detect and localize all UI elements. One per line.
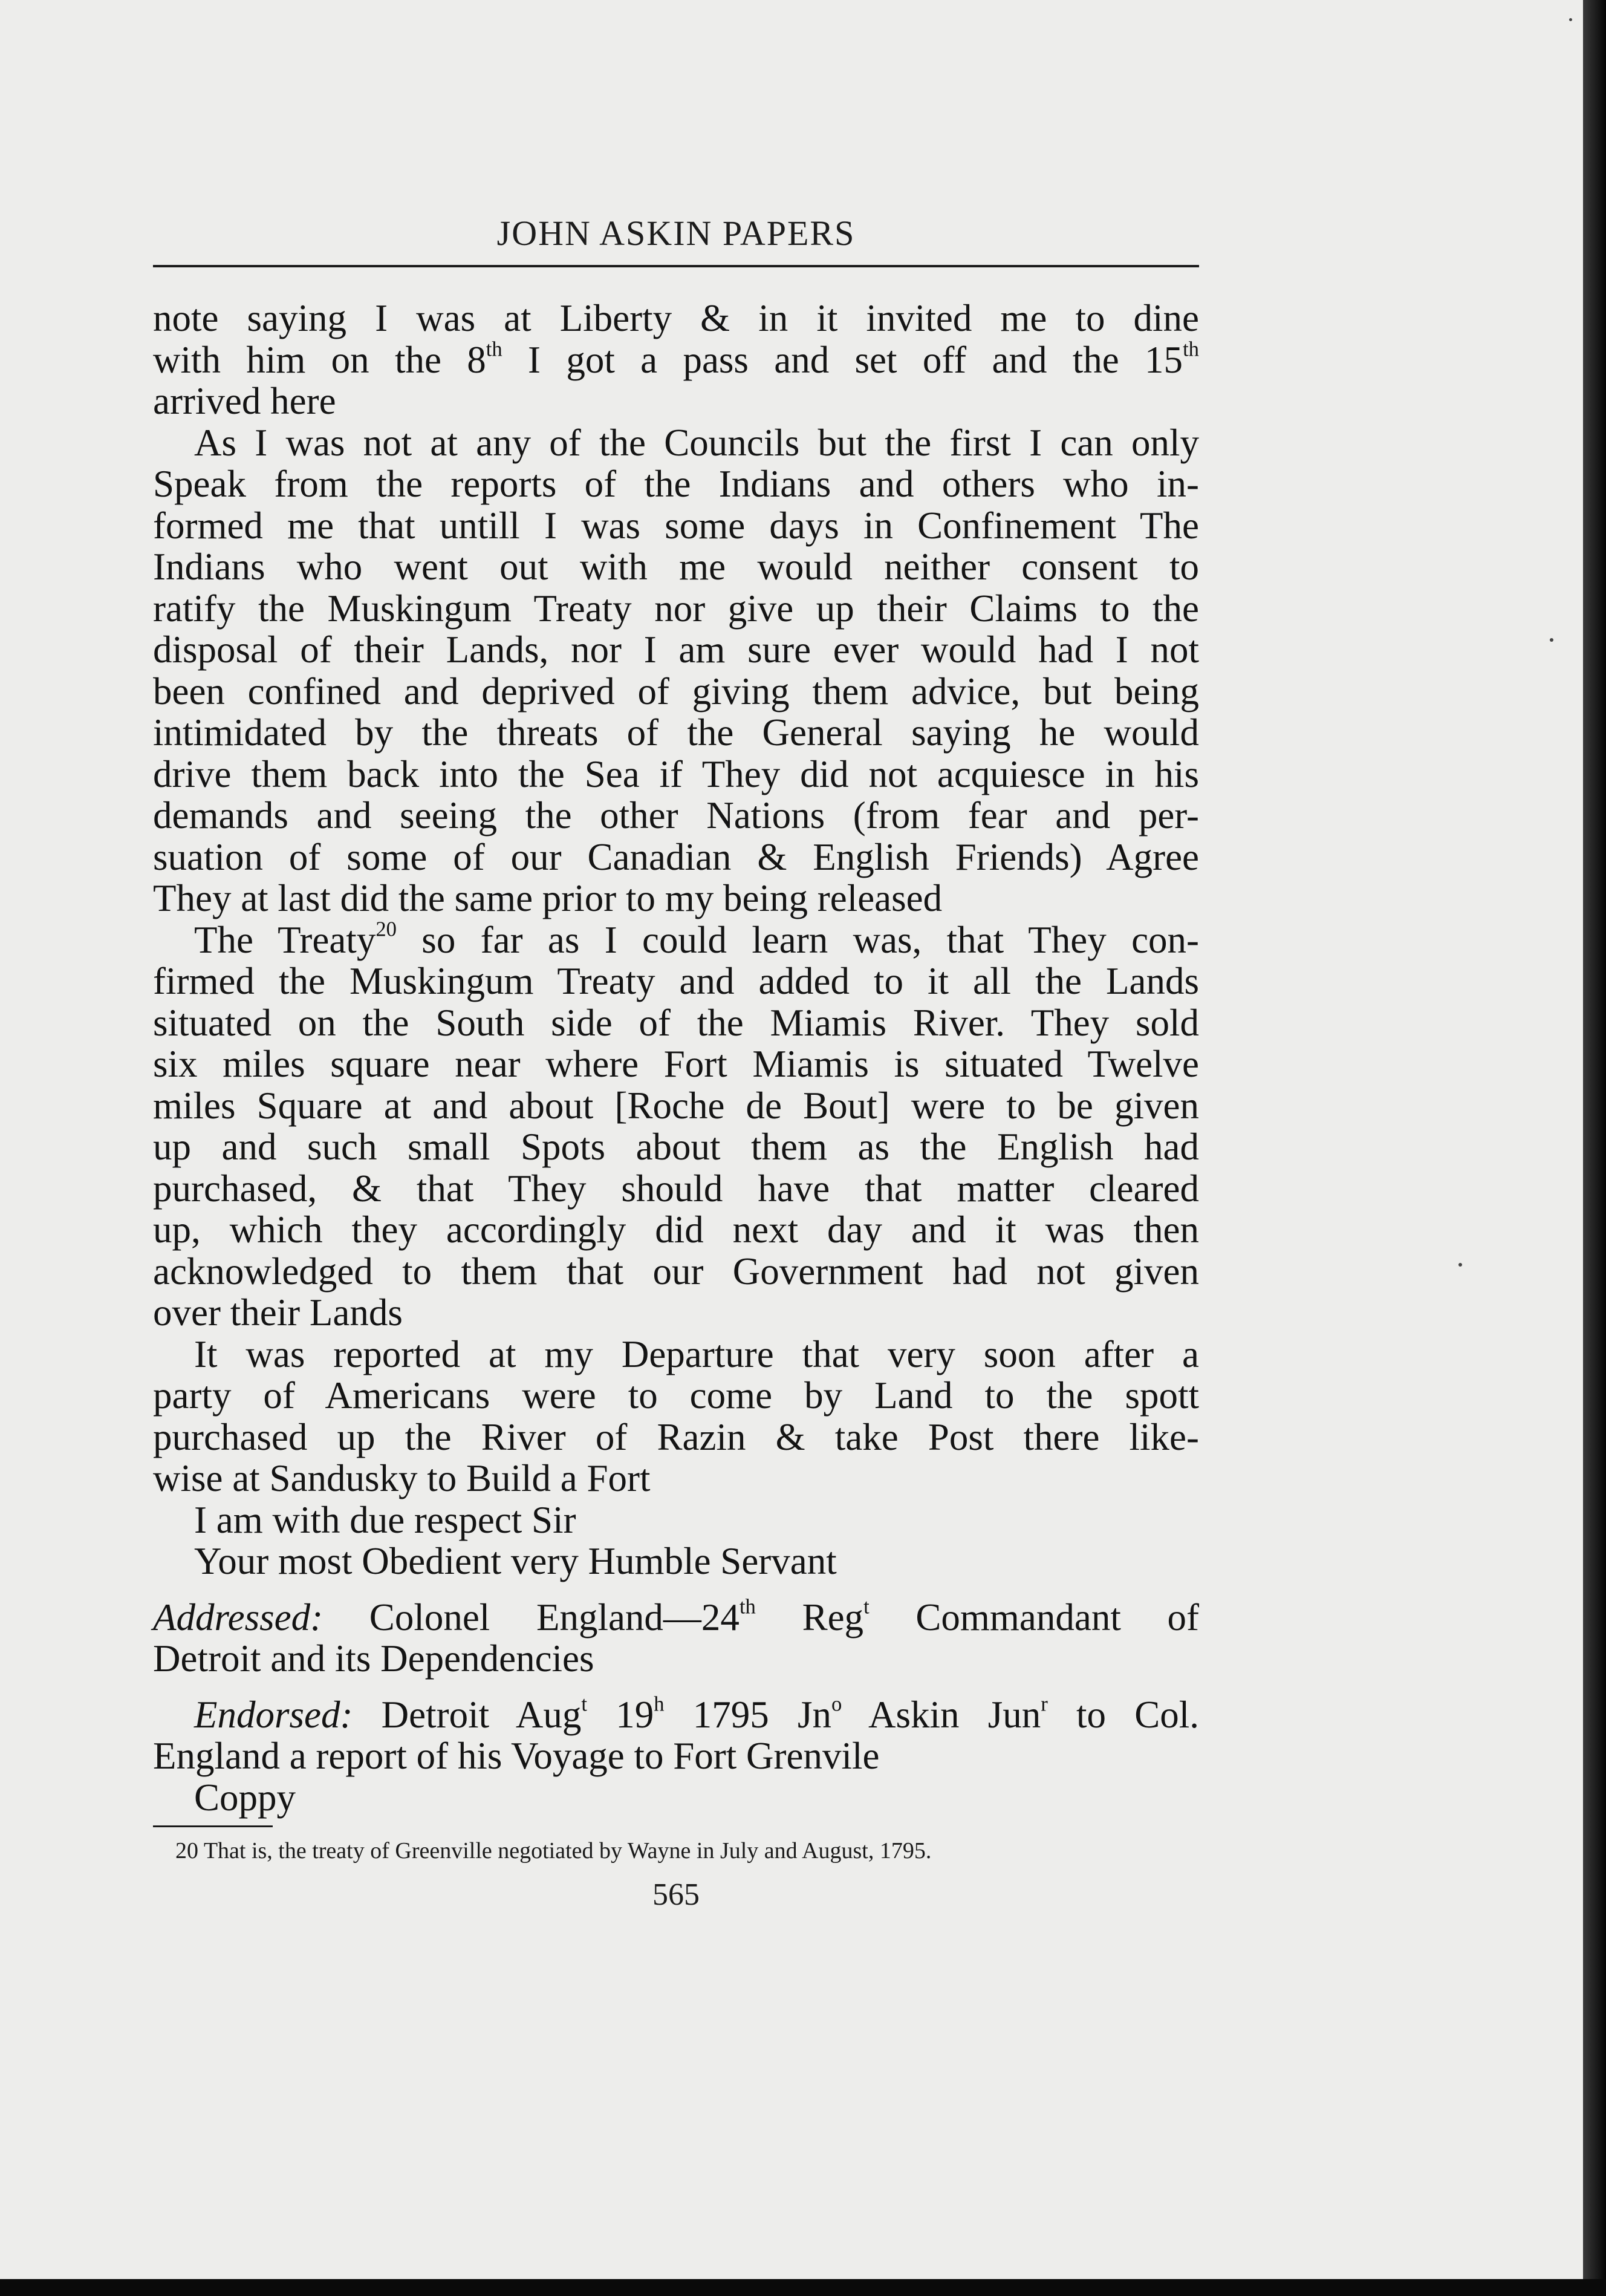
closing-line: I am with due respect Sir (194, 1498, 576, 1541)
text-line: wise at Sandusky to Build a Fort (153, 1457, 651, 1499)
text-line: acknowledged to them that our Government had not given (153, 1250, 1199, 1293)
text-line: purchased up the River of Razin & take Post there like- (153, 1415, 1199, 1458)
text-line: with him on the 8th I got a pass and set off and the 15th (153, 337, 1200, 381)
endorsed-line: Coppy (194, 1776, 296, 1819)
addressed-line: Detroit and its Dependencies (153, 1637, 594, 1680)
endorsed-line: England a report of his Voyage to Fort Grenvile (153, 1735, 880, 1777)
text-line: Speak from the reports of the Indians and others who in- (153, 463, 1199, 505)
endorsed-label: Endorsed: (194, 1693, 353, 1736)
paragraph-start-line: As I was not at any of the Councils but the first I can only (194, 421, 1199, 464)
page-edge-shadow (1583, 0, 1606, 2296)
footnote-ref: 20 (375, 917, 397, 941)
text-line: drive them back into the Sea if They did not acquiesce in his (153, 752, 1199, 795)
text-line: intimidated by the threats of the General saying he would (153, 711, 1199, 754)
text-line: formed me that untill I was some days in Confinement The (153, 504, 1199, 547)
text-line: disposal of their Lands, nor I am sure ever would had I not (153, 628, 1199, 671)
paragraph-start-line: The Treaty$^{20}$ so far as I could learn was, that They con- (194, 917, 1200, 961)
text-line: They at last did the same prior to my being released (153, 877, 943, 919)
header-rule (153, 265, 1199, 267)
text-line: party of Americans were to come by Land to the spott (153, 1374, 1199, 1417)
text-line: demands and seeing the other Nations (from fear and per- (153, 794, 1199, 837)
text-line: Indians who went out with me would neither consent to (153, 546, 1199, 588)
text-line: purchased, & that They should have that matter cleared (153, 1167, 1199, 1210)
footnote-text: That is, the treaty of Greenville negotiated by Wayne in July and August, 1795. (198, 1838, 932, 1864)
text-line: suation of some of our Canadian & English Friends) Agree (153, 835, 1199, 878)
signature-line: Your most Obedient very Humble Servant (194, 1540, 837, 1582)
text-line: over their Lands (153, 1291, 403, 1334)
footnote (175, 1836, 1203, 1865)
addressed-line: Addressed: Colonel England—24th Reg$^t$ Commandant of (153, 1594, 1199, 1639)
text-line: up and such small Spots about them as the English had (153, 1126, 1199, 1168)
paper-speck (1569, 18, 1572, 21)
footnote-rule (153, 1825, 273, 1827)
text-line: note saying I was at Liberty & in it invited me to dine (153, 297, 1199, 339)
text-line: miles Square at and about [Roche de Bout] were to be given (153, 1084, 1199, 1127)
text-line: six miles square near where Fort Miamis is situated Twelve (153, 1043, 1199, 1085)
text-line: been confined and deprived of giving them advice, but being (153, 670, 1199, 713)
page-bottom-shadow (0, 2279, 1606, 2296)
running-head: JOHN ASKIN PAPERS (496, 214, 856, 253)
letter-body (153, 298, 1199, 1818)
text-line: up, which they accordingly did next day and it was then (153, 1208, 1199, 1251)
paper-speck (1458, 1263, 1462, 1267)
page-number: 565 (652, 1877, 700, 1912)
text-line: firmed the Muskingum Treaty and added to it all the Lands (153, 960, 1199, 1002)
endorsed-line: Endorsed: Detroit Aug$^t$ 19$^h$ 1795 Jn$^o$ Askin Jun$^r$ to Col. (194, 1692, 1199, 1736)
text-line: arrived here (153, 380, 336, 422)
text-line: situated on the South side of the Miamis River. They sold (153, 1001, 1199, 1044)
footnote-number: 20 (175, 1838, 198, 1864)
addressed-label: Addressed: (153, 1596, 323, 1639)
paragraph-start-line: It was reported at my Departure that very soon after a (194, 1332, 1199, 1375)
text-line: ratify the Muskingum Treaty nor give up their Claims to the (153, 587, 1199, 630)
paper-speck (1550, 638, 1553, 642)
